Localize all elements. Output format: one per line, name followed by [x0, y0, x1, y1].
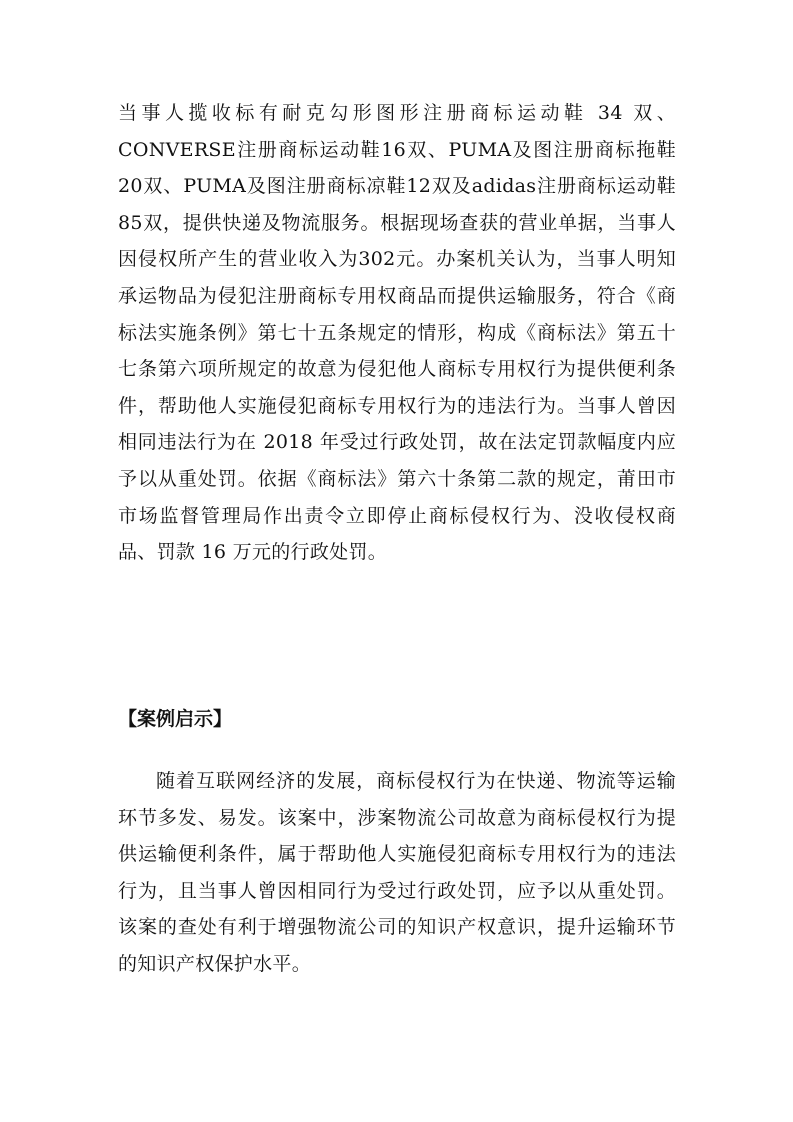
- case-insight-heading: 【案例启示】: [118, 708, 233, 730]
- case-insight-paragraph: 随着互联网经济的发展，商标侵权行为在快递、物流等运输环节多发、易发。该案中，涉案物流公司故意为商标侵权行为提供运输便利条件，属于帮助他人实施侵犯商标专用权行为的违法行为，且当事人曾因相同行为受过行政处罚，应予以从重处罚。该案的查处有利于增强物流公司的知识产权意识，提升运输环节的知识产权保护水平。: [118, 770, 676, 975]
- case-description-paragraph: 当事人揽收标有耐克勾形图形注册商标运动鞋 34 双、CONVERSE注册商标运动鞋16双、PUMA及图注册商标拖鞋20双、PUMA及图注册商标凉鞋12双及adidas注册商标运动鞋85双，提供快递及物流服务。根据现场查获的营业单据，当事人因侵权所产生的营业收入为302元。办案机关认为，当事人明知承运物品为侵犯注册商标专用权商品而提供运输服务，符合《商标法实施条例》第七十五条规定的情形，构成《商标法》第五十七条第六项所规定的故意为侵犯他人商标专用权行为提供便利条件，帮助他人实施侵犯商标专用权行为的违法行为。当事人曾因相同违法行为在 2018 年受过行政处罚，故在法定罚款幅度内应予以从重处罚。依据《商标法》第六十条第二款的规定，莆田市市场监督管理局作出责令立即停止商标侵权行为、没收侵权商品、罚款 16 万元的行政处罚。: [118, 102, 676, 564]
